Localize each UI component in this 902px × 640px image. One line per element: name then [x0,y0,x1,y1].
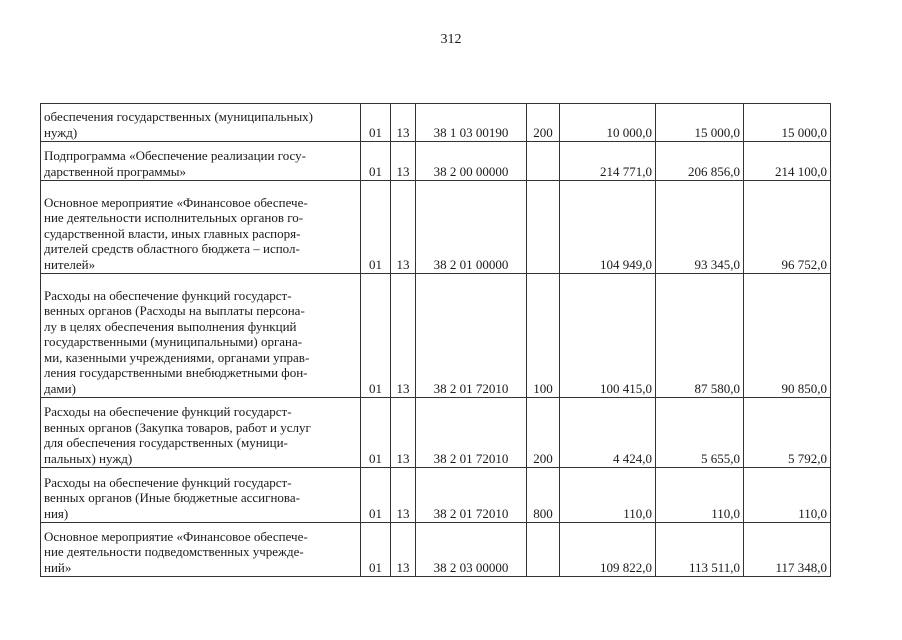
expense-type-cell: 200 [527,398,560,468]
description-line: нителей» [44,256,96,272]
section-code-cell: 01 [361,523,391,577]
description-line: ми, казенными учреждениями, органами управ- [44,349,310,365]
amount-year3-cell: 90 850,0 [744,274,831,398]
table-row [41,468,831,523]
description-line: венных органов (Расходы на выплаты персона- [44,303,305,318]
description-line: государственными (муниципальными) органа- [44,334,303,349]
target-article-cell: 38 2 01 72010 [416,274,527,398]
amount-year2-cell: 87 580,0 [656,274,744,398]
amount-year1-cell: 109 822,0 [560,523,656,577]
description-line: Расходы на обеспечение функций государст- [44,474,292,490]
subsection-code-cell: 13 [391,398,416,468]
target-article-cell: 38 2 01 72010 [416,468,527,523]
target-article-cell: 38 1 03 00190 [416,104,527,142]
description-line: нужд) [44,124,78,140]
amount-year1-cell: 4 424,0 [560,398,656,468]
table-body [41,104,831,577]
target-article-cell: 38 2 03 00000 [416,523,527,577]
section-code-cell: 01 [361,398,391,468]
amount-year1-cell: 10 000,0 [560,104,656,142]
amount-year2-cell: 15 000,0 [656,104,744,142]
section-code-cell: 01 [361,274,391,398]
section-code-cell: 01 [361,142,391,181]
amount-year2-cell: 206 856,0 [656,142,744,181]
description-line: ние деятельности подведомственных учрежде- [44,544,304,559]
section-code-cell: 01 [361,181,391,274]
table-row [41,274,831,398]
description-line: ния) [44,505,69,521]
expense-type-cell: 200 [527,104,560,142]
section-code-cell: 01 [361,468,391,523]
description-line: лу в целях обеспечения выполнения функций [44,318,297,334]
description-cell [41,181,361,274]
subsection-code-cell: 13 [391,181,416,274]
description-line: Основное мероприятие «Финансовое обеспече- [44,528,308,544]
expense-type-cell [527,523,560,577]
amount-year3-cell: 117 348,0 [744,523,831,577]
description-line: венных органов (Иные бюджетные ассигнова- [44,490,300,505]
description-line: Подпрограмма «Обеспечение реализации госу- [44,148,306,163]
description-line: дителей средств областного бюджета – испол- [44,241,300,256]
description-line: дами) [44,380,76,396]
description-line: ления государственными внебюджетными фон- [44,365,308,380]
budget-table [40,103,831,577]
amount-year1-cell: 110,0 [560,468,656,523]
amount-year1-cell: 104 949,0 [560,181,656,274]
amount-year3-cell: 110,0 [744,468,831,523]
amount-year3-cell: 15 000,0 [744,104,831,142]
description-cell [41,523,361,577]
description-cell [41,274,361,398]
amount-year3-cell: 5 792,0 [744,398,831,468]
description-cell [41,142,361,181]
description-line: Расходы на обеспечение функций государст- [44,287,292,303]
expense-type-cell [527,181,560,274]
subsection-code-cell: 13 [391,274,416,398]
subsection-code-cell: 13 [391,468,416,523]
description-line: сударственной власти, иных главных распоря- [44,225,301,241]
amount-year3-cell: 96 752,0 [744,181,831,274]
table-row [41,142,831,181]
table-row [41,104,831,142]
subsection-code-cell: 13 [391,104,416,142]
amount-year1-cell: 214 771,0 [560,142,656,181]
subsection-code-cell: 13 [391,523,416,577]
description-line: ние деятельности исполнительных органов го- [44,210,304,225]
amount-year2-cell: 93 345,0 [656,181,744,274]
description-line: пальных) нужд) [44,450,133,466]
amount-year2-cell: 110,0 [656,468,744,523]
description-cell [41,468,361,523]
expense-type-cell [527,142,560,181]
description-line: Расходы на обеспечение функций государст- [44,404,292,419]
description-line: ний» [44,559,72,575]
description-line: венных органов (Закупка товаров, работ и услуг [44,419,311,435]
amount-year2-cell: 113 511,0 [656,523,744,577]
expense-type-cell: 800 [527,468,560,523]
target-article-cell: 38 2 00 00000 [416,142,527,181]
description-cell [41,104,361,142]
target-article-cell: 38 2 01 72010 [416,398,527,468]
table-row [41,523,831,577]
description-line: дарственной программы» [44,163,187,179]
subsection-code-cell: 13 [391,142,416,181]
description-line: обеспечения государственных (муниципальных) [44,109,314,124]
page-number: 312 [440,32,462,47]
amount-year1-cell: 100 415,0 [560,274,656,398]
target-article-cell: 38 2 01 00000 [416,181,527,274]
description-cell [41,398,361,468]
expense-type-cell: 100 [527,274,560,398]
amount-year2-cell: 5 655,0 [656,398,744,468]
table-row [41,181,831,274]
table-row [41,398,831,468]
section-code-cell: 01 [361,104,391,142]
description-line: для обеспечения государственных (муници- [44,435,288,450]
amount-year3-cell: 214 100,0 [744,142,831,181]
description-line: Основное мероприятие «Финансовое обеспече- [44,194,308,210]
